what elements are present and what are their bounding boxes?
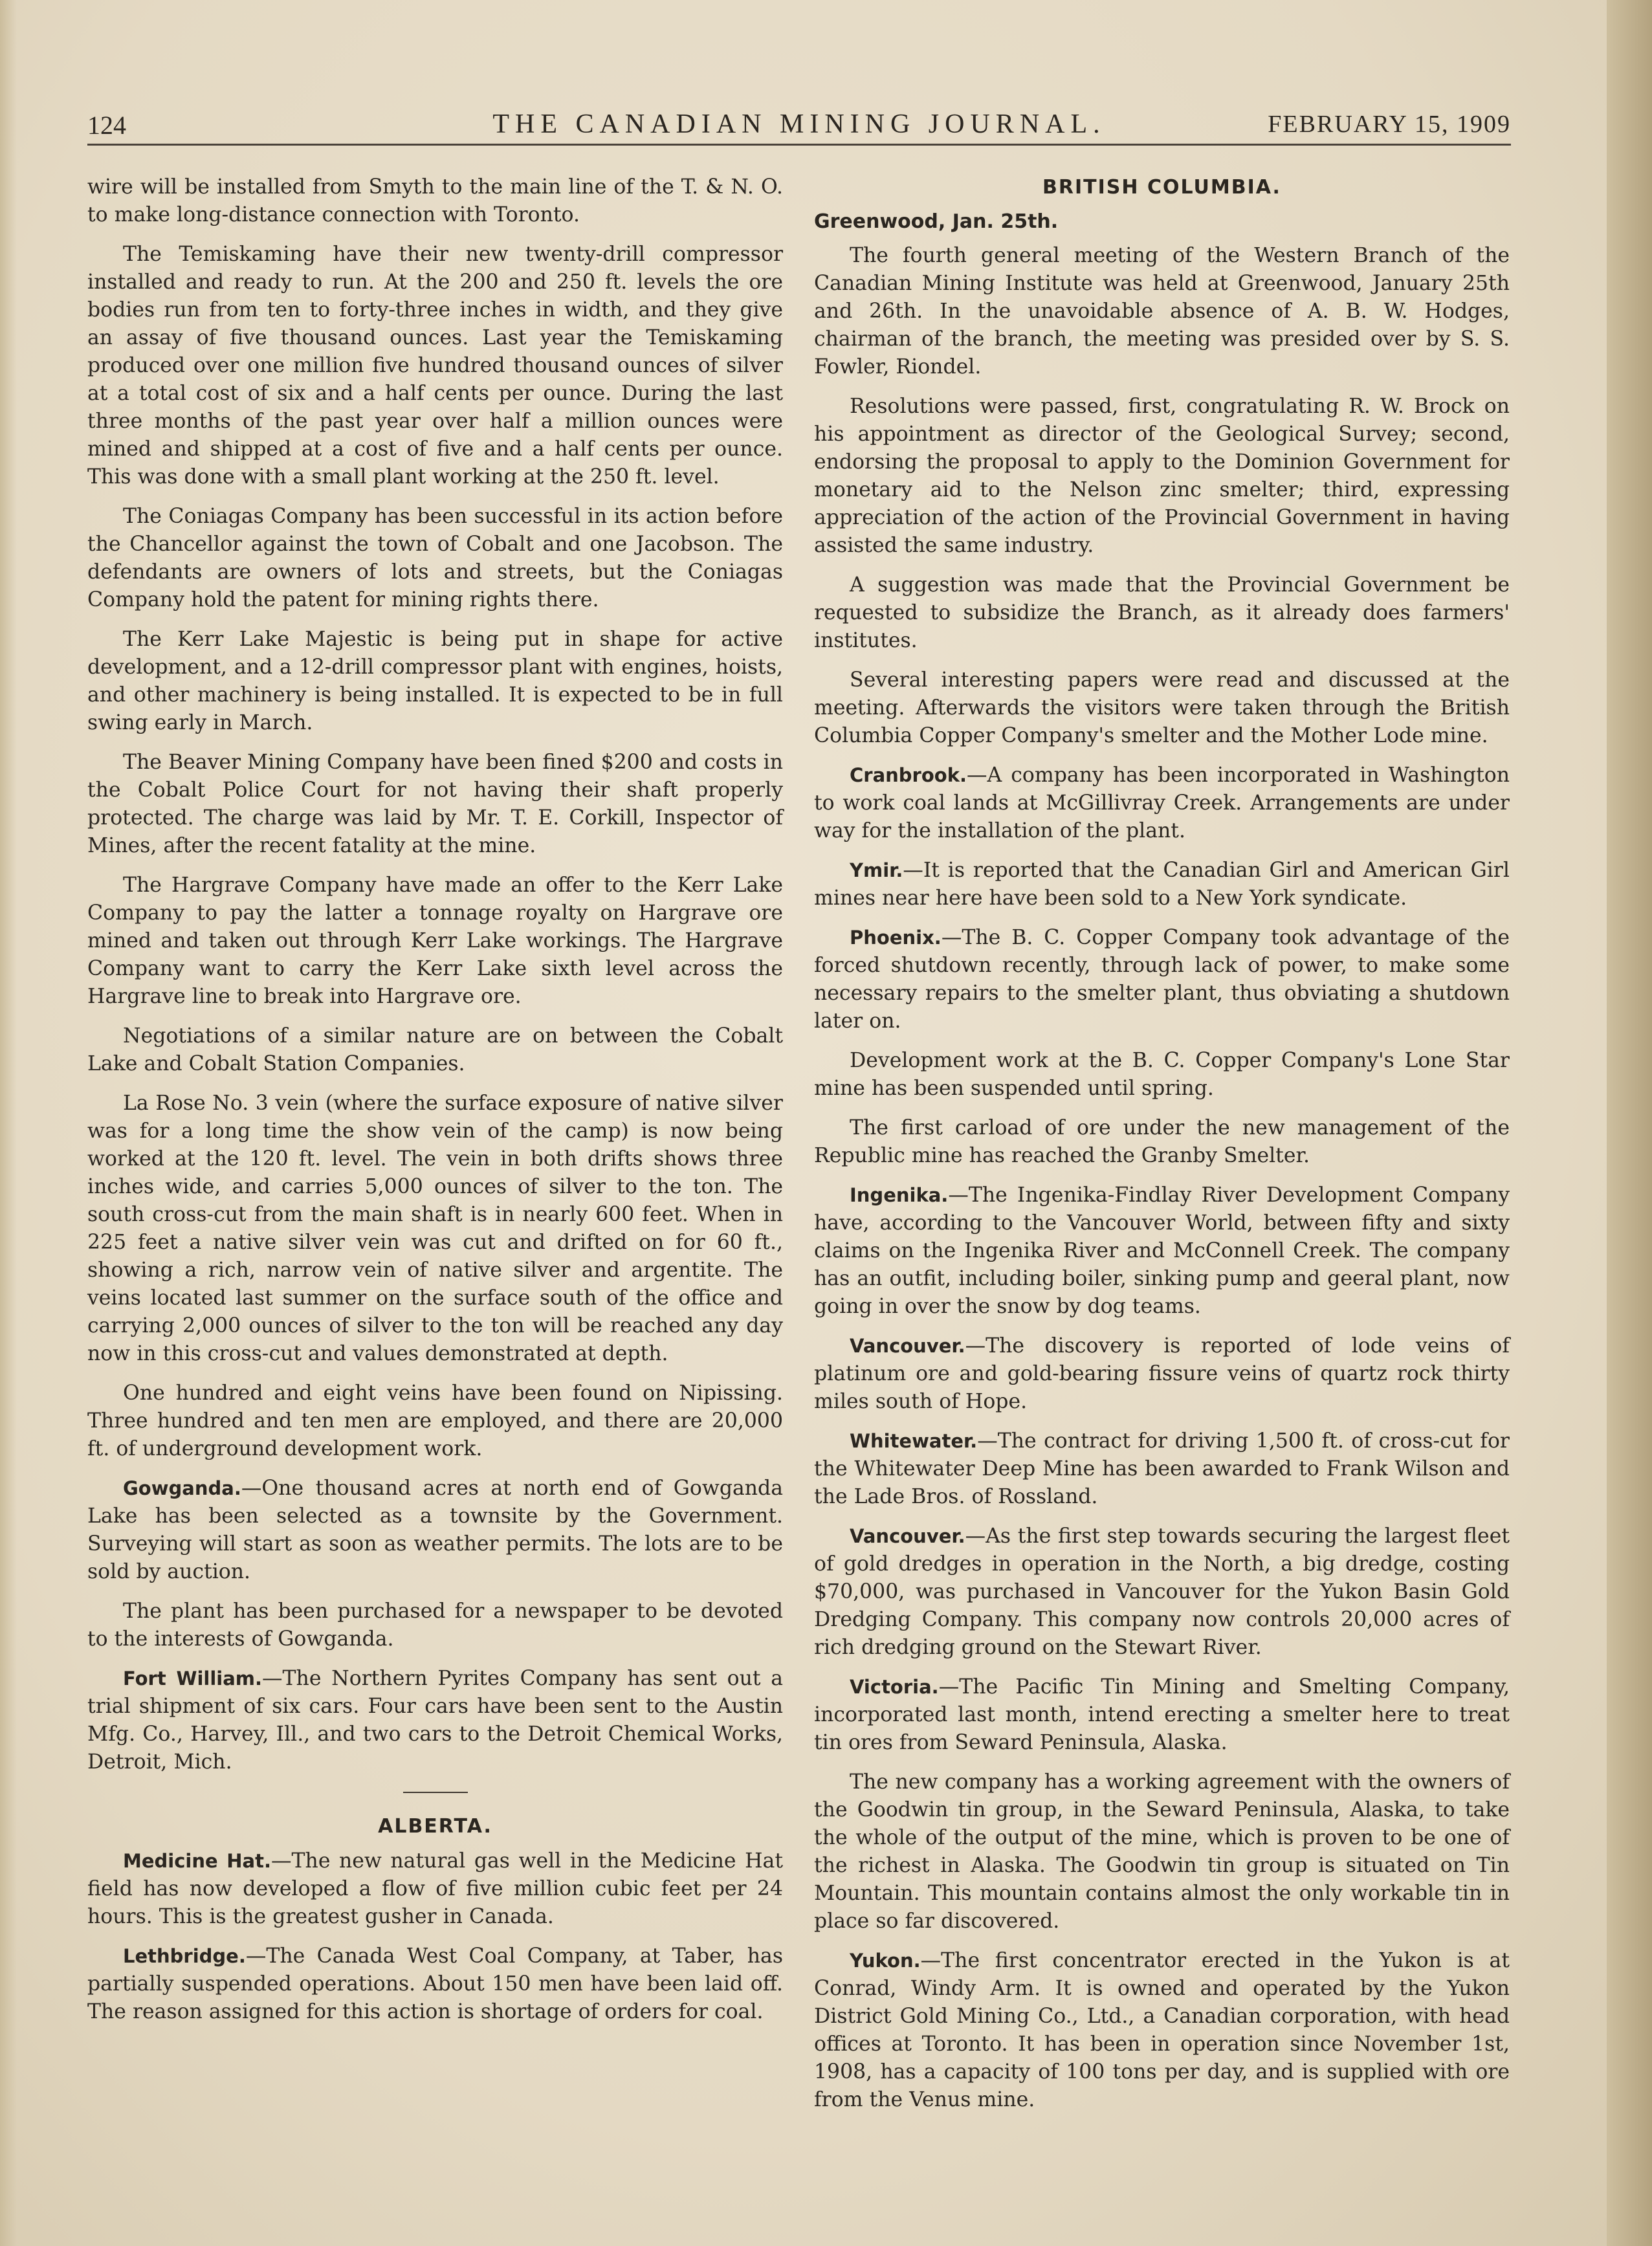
section-heading-alberta: ALBERTA. (378, 1815, 492, 1838)
right-column (814, 173, 1510, 2126)
paragraph: Whitewater.—The contract for driving 1,500 ft. of cross-cut for the Whitewater Deep Mine has been awarded to Frank Wilson and the Lade Bros. of Rossland. (814, 1429, 1510, 1508)
place-name: Ingenika. (850, 1184, 949, 1206)
paragraph: Lethbridge.—The Canada West Coal Company, at Taber, has partially suspended operations. About 150 men have been laid off. The reason assigned for this action is shortage of orders for coal. (87, 1944, 783, 2023)
paragraph: The Temiskaming have their new twenty-drill compressor installed and ready to run. At the 200 and 250 ft. levels the ore bodies run from ten to forty-three inches in width, and they give an assay of five thousand ounces. Last year the Temiskaming produced over one million five hundred thousand ounces of silver at a total cost of six and a half cents per ounce. During the last three months of the past year over half a million ounces were mined and shipped at a cost of five and a half cents per ounce. This was done with a small plant working at the 250 ft. level. (87, 243, 783, 489)
paragraph: Victoria.—The Pacific Tin Mining and Smelting Company, incorporated last month, intend erecting a smelter here to treat tin ores from Seward Peninsula, Alaska. (814, 1675, 1510, 1754)
place-name: Whitewater. (850, 1430, 978, 1452)
paragraph: Gowganda.—One thousand acres at north end of Gowganda Lake has been selected as a townsite by the Government. Surveying will start as soon as weather permits. The lots are to be sold by auction. (87, 1477, 783, 1583)
paragraph: The Hargrave Company have made an offer to the Kerr Lake Company to pay the latter a tonnage royalty on Hargrave ore mined and taken out through Kerr Lake workings. The Hargrave Company want to carry the Kerr Lake sixth level across the Hargrave line to break into Hargrave ore. (87, 874, 783, 1008)
left-column (87, 173, 783, 2038)
place-name: Gowganda. (123, 1477, 241, 1499)
page-number: 124 (87, 111, 126, 140)
place-name: Medicine Hat. (123, 1850, 272, 1872)
paragraph: La Rose No. 3 vein (where the surface exposure of native silver was for a long time the show vein of the camp) is now being worked at the 120 ft. level. The vein in both drifts shows three inches wide, and carries 5,000 ounces of silver to the ton. The south cross-cut from the main shaft is in nearly 600 feet. When in 225 feet a native silver vein was cut and drifted on for 60 ft., showing a rich, narrow vein of native silver and argentite. The veins located last summer on the surface south of the office and carrying 2,000 ounces of silver to the ton will be reached any day now in this cross-cut and values demonstrated at depth. (87, 1092, 783, 1365)
paragraph: wire will be installed from Smyth to the main line of the T. & N. O. to make long-distance connection with Toronto. (87, 175, 783, 226)
paragraph: Phoenix.—The B. C. Copper Company took advantage of the forced shutdown recently, through lack of power, to make some necessary repairs to the smelter plant, thus obviating a shutdown later on. (814, 926, 1510, 1033)
paragraph: The fourth general meeting of the Western Branch of the Canadian Mining Institute was held at Greenwood, January 25th and 26th. In the unavoidable absence of A. B. W. Hodges, chairman of the branch, the meeting was presided over by S. S. Fowler, Riondel. (814, 244, 1510, 379)
section-divider (403, 1792, 468, 1793)
issue-date: FEBRUARY 15, 1909 (1268, 111, 1511, 138)
paragraph: The Beaver Mining Company have been fined $200 and costs in the Cobalt Police Court for not having their shaft properly protected. The charge was laid by Mr. T. E. Corkill, Inspector of Mines, after the recent fatality at the mine. (87, 751, 783, 857)
place-name: Vancouver. (850, 1335, 965, 1357)
paragraph: The first carload of ore under the new management of the Republic mine has reached the Granby Smelter. (814, 1116, 1510, 1167)
paragraph: Several interesting papers were read and discussed at the meeting. Afterwards the visitors were taken through the British Columbia Copper Company's smelter and the Mother Lode mine. (814, 668, 1510, 747)
header-rule (87, 144, 1511, 146)
dateline: Greenwood, Jan. 25th. (814, 210, 1059, 233)
place-name: Fort William. (123, 1668, 263, 1690)
page-edge-left (0, 0, 17, 2246)
paragraph: The plant has been purchased for a newspaper to be devoted to the interests of Gowganda. (87, 1600, 783, 1651)
place-name: Phoenix. (850, 927, 942, 949)
paragraph: The Kerr Lake Majestic is being put in shape for active development, and a 12-drill compressor plant with engines, hoists, and other machinery is being installed. It is expected to be in full swing early in March. (87, 628, 783, 734)
paragraph: Ingenika.—The Ingenika-Findlay River Development Company have, according to the Vancouver World, between fifty and sixty claims on the Ingenika River and McConnell Creek. The company has an outfit, including boiler, sinking pump and geeral plant, now going in over the snow by dog teams. (814, 1184, 1510, 1318)
place-name: Lethbridge. (123, 1945, 246, 1967)
paragraph: Medicine Hat.—The new natural gas well in the Medicine Hat field has now developed a flow of five million cubic feet per 24 hours. This is the greatest gusher in Canada. (87, 1849, 783, 1928)
place-name: Yukon. (850, 1950, 921, 1972)
section-heading-british-columbia: BRITISH COLUMBIA. (1042, 176, 1281, 199)
place-name: Victoria. (850, 1676, 939, 1698)
paragraph: Development work at the B. C. Copper Company's Lone Star mine has been suspended until spring. (814, 1049, 1510, 1100)
page-header (87, 104, 1511, 149)
paragraph: One hundred and eight veins have been found on Nipissing. Three hundred and ten men are employed, and there are 20,000 ft. of underground development work. (87, 1382, 783, 1460)
paragraph: Vancouver.—As the first step towards securing the largest fleet of gold dredges in operation in the North, a big dredge, costing $70,000, was purchased in Vancouver for the Yukon Basin Gold Dredging Company. This company now controls 20,000 acres of rich dredging ground on the Stewart River. (814, 1525, 1510, 1659)
page-edge (1607, 0, 1652, 2246)
paragraph: The new company has a working agreement with the owners of the Goodwin tin group, in the Seward Peninsula, Alaska, to take the whole of the output of the mine, which is proven to be one of the richest in Alaska. The Goodwin tin group is situated on Tin Mountain. This mountain contains almost the only workable tin in place so far discovered. (814, 1770, 1510, 1933)
place-name: Ymir. (850, 859, 903, 881)
paragraph: Fort William.—The Northern Pyrites Company has sent out a trial shipment of six cars. Four cars have been sent to the Austin Mfg. Co., Harvey, Ill., and two cars to the Detroit Chemical Works, Detroit, Mich. (87, 1667, 783, 1774)
paragraph: Negotiations of a similar nature are on between the Cobalt Lake and Cobalt Station Companies. (87, 1024, 783, 1075)
paragraph: Ymir.—It is reported that the Canadian Girl and American Girl mines near here have been sold to a New York syndicate. (814, 859, 1510, 910)
paragraph: Cranbrook.—A company has been incorporated in Washington to work coal lands at McGillivray Creek. Arrangements are under way for the installation of the plant. (814, 764, 1510, 842)
paragraph: Resolutions were passed, first, congratulating R. W. Brock on his appointment as director of the Geological Survey; second, endorsing the proposal to apply to the Dominion Government for monetary aid to the Nelson zinc smelter; third, expressing appreciation of the action of the Provincial Government in having assisted the same industry. (814, 395, 1510, 557)
place-name: Vancouver. (850, 1525, 965, 1547)
paragraph: Vancouver.—The discovery is reported of lode veins of platinum ore and gold-bearing fissure veins of quartz rock thirty miles south of Hope. (814, 1334, 1510, 1413)
paragraph: Yukon.—The first concentrator erected in the Yukon is at Conrad, Windy Arm. It is owned and operated by the Yukon District Gold Mining Co., Ltd., a Canadian corporation, with head offices at Toronto. It has been in operation since November 1st, 1908, has a capacity of 100 tons per day, and is supplied with ore from the Venus mine. (814, 1949, 1510, 2111)
paragraph: A suggestion was made that the Provincial Government be requested to subsidize the Branch, as it already does farmers' institutes. (814, 573, 1510, 652)
paragraph: The Coniagas Company has been successful in its action before the Chancellor against the town of Cobalt and one Jacobson. The defendants are owners of lots and streets, but the Coniagas Company hold the patent for mining rights there. (87, 505, 783, 611)
place-name: Cranbrook. (850, 764, 967, 786)
journal-title: THE CANADIAN MINING JOURNAL. (492, 109, 1106, 139)
